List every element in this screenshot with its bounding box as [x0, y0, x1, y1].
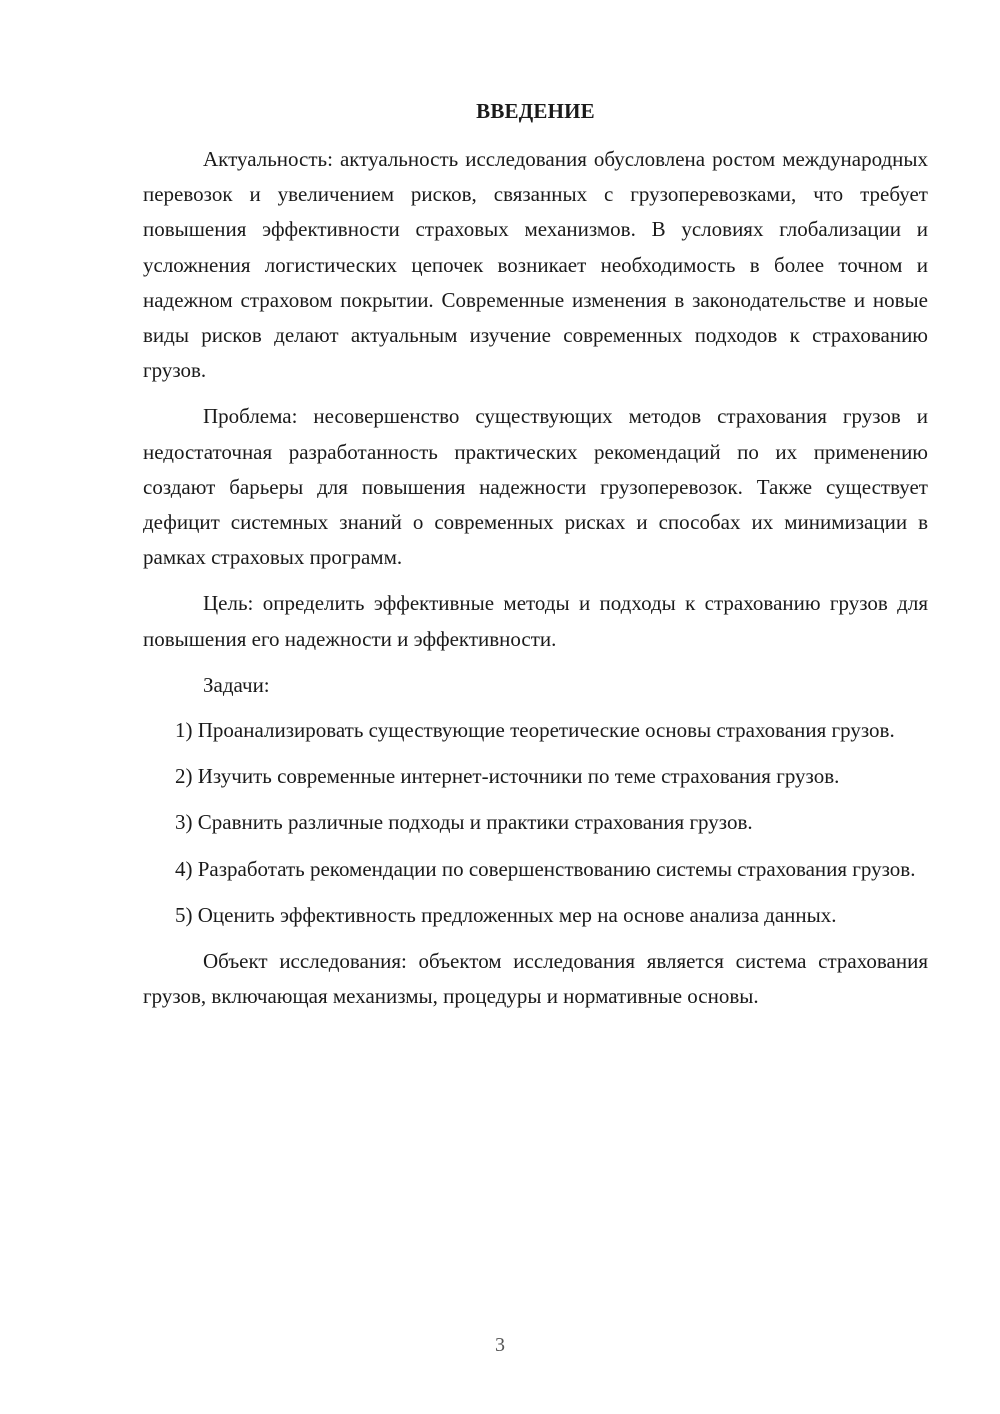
paragraph-goal: Цель: определить эффективные методы и подходы к страхованию грузов для повышения его надежности и эффективности.	[143, 591, 928, 651]
task-item-2: 2) Изучить современные интернет-источники по теме страхования грузов.	[175, 764, 840, 789]
paragraph-relevance: Актуальность: актуальность исследования обусловлена ростом международных перевозок и увеличением рисков, связанных с грузоперевозками, что требует повышения эффективности страховых механизмов. В условиях глобализации и усложнения логистических цепочек возникает необходимость в более точном и надежном страховом покрытии. Современные изменения в законодательстве и новые виды рисков делают актуальным изучение современных подходов к страхованию грузов.	[143, 147, 928, 383]
task-item-5: 5) Оценить эффективность предложенных мер на основе анализа данных.	[175, 902, 837, 927]
tasks-heading: Задачи:	[203, 672, 270, 697]
page-title: ВВЕДЕНИЕ	[476, 99, 595, 123]
document-body	[143, 96, 928, 1025]
paragraph-problem: Проблема: несовершенство существующих методов страхования грузов и недостаточная разработанность практических рекомендаций по их применению создают барьеры для повышения надежности грузоперевозок. Также существует дефицит системных знаний о современных рисках и способах их минимизации в рамках страховых программ.	[143, 404, 928, 570]
page-number: 3	[495, 1334, 505, 1356]
task-item-3: 3) Сравнить различные подходы и практики страхования грузов.	[175, 810, 753, 835]
paragraph-object: Объект исследования: объектом исследования является система страхования грузов, включающая механизмы, процедуры и нормативные основы.	[143, 949, 928, 1009]
task-item-4: 4) Разработать рекомендации по совершенствованию системы страхования грузов.	[175, 856, 916, 881]
task-item-1: 1) Проанализировать существующие теоретические основы страхования грузов.	[175, 718, 895, 743]
